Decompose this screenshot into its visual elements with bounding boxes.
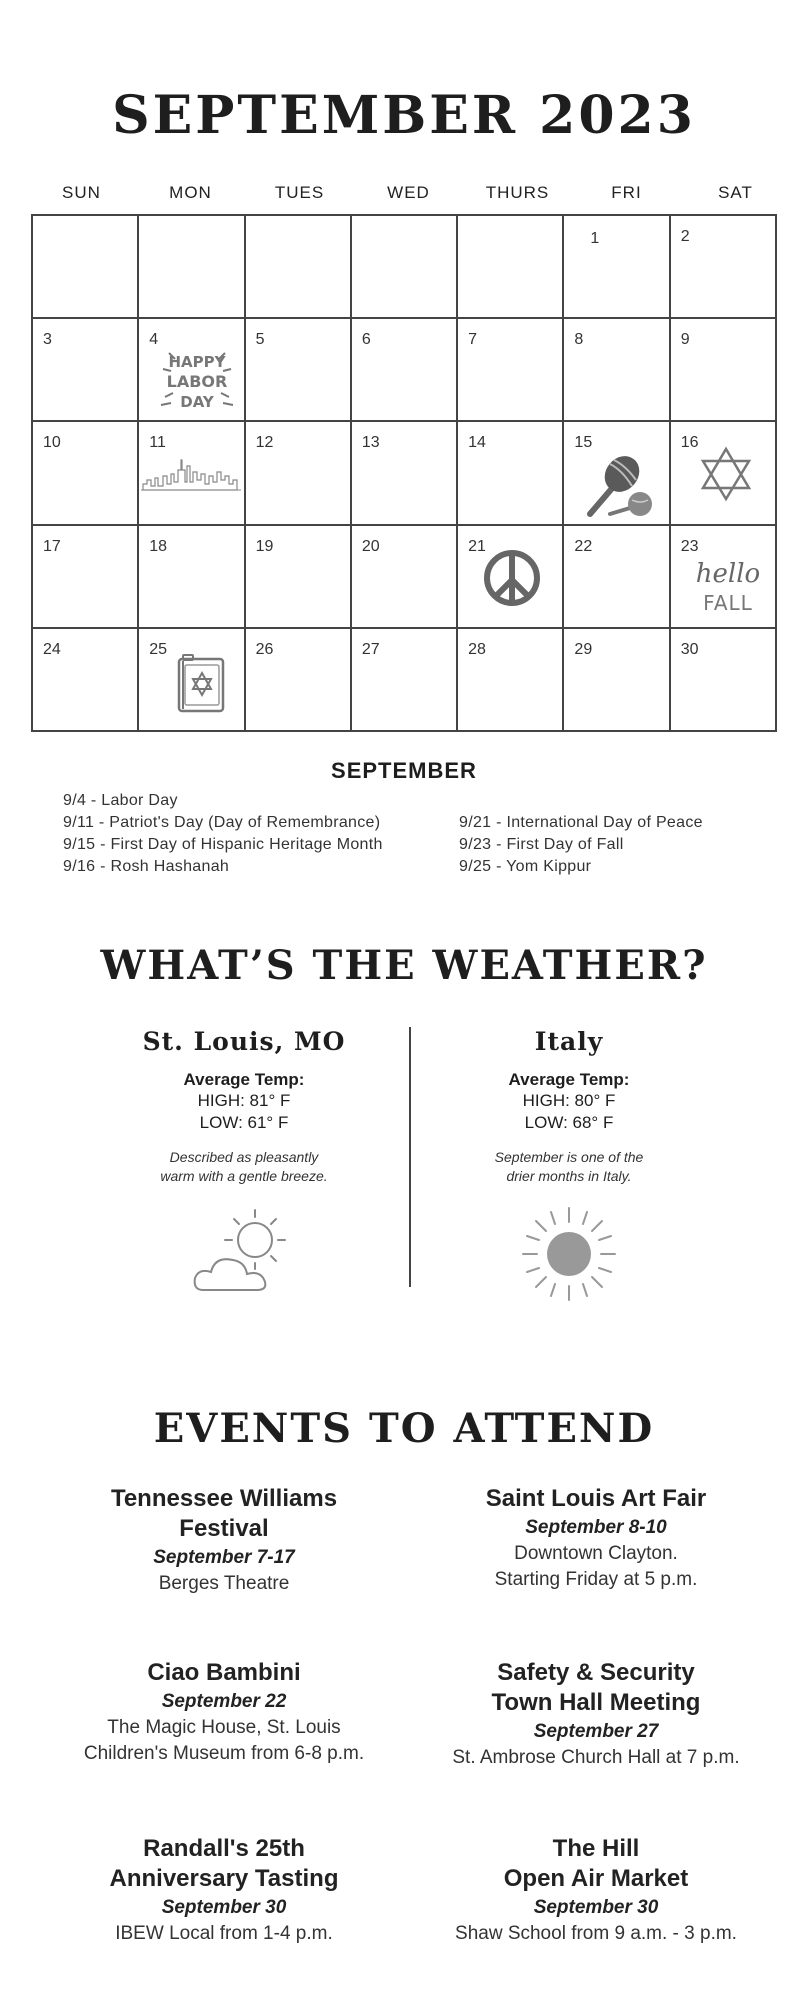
- day-number: 23: [680, 537, 699, 555]
- calendar-cell: [671, 526, 777, 629]
- event-date: September 30: [533, 1897, 659, 1918]
- calendar-title: SEPTEMBER 2023: [112, 85, 696, 146]
- day-number: 2: [680, 228, 690, 245]
- holiday-item: 9/23 - First Day of Fall: [459, 836, 624, 853]
- peace-sign-icon: [482, 548, 542, 608]
- calendar-cell: [139, 422, 245, 525]
- weather-divider: [409, 1027, 411, 1287]
- event-name: Open Air Market: [503, 1865, 689, 1892]
- holiday-item: 9/21 - International Day of Peace: [459, 814, 703, 831]
- calendar-cell: [352, 422, 458, 525]
- day-number: 29: [574, 640, 593, 658]
- labor-day-word: HAPPY: [168, 353, 226, 372]
- day-number: 14: [468, 434, 486, 452]
- day-number: 20: [361, 537, 380, 555]
- hello-word: hello: [695, 558, 760, 589]
- calendar-cell: [246, 422, 352, 525]
- holiday-item: 9/11 - Patriot's Day (Day of Remembrance): [63, 814, 381, 831]
- temp-high: HIGH: 80° F: [522, 1091, 616, 1110]
- calendar-cell: [33, 422, 139, 525]
- event-name: Town Hall Meeting: [491, 1689, 701, 1716]
- temp-low: LOW: 61° F: [199, 1113, 289, 1132]
- labor-day-word: DAY: [180, 393, 215, 412]
- event-name: Safety & Security: [497, 1659, 695, 1686]
- calendar-cell: [352, 216, 458, 319]
- day-number: 24: [43, 640, 61, 658]
- day-number: 25: [149, 640, 168, 658]
- calendar-cell: [671, 422, 777, 525]
- day-number: 3: [43, 331, 52, 349]
- calendar-cell: [33, 319, 139, 422]
- event-place: Shaw School from 9 a.m. - 3 p.m.: [455, 1923, 737, 1944]
- dow-tues: TUES: [274, 183, 325, 202]
- event-place: The Magic House, St. Louis: [107, 1717, 341, 1738]
- day-number: 21: [468, 537, 486, 555]
- event-card: [406, 1658, 786, 1771]
- weather-right: [419, 1027, 719, 1308]
- calendar-cell: [458, 629, 564, 732]
- weather-city: St. Louis, MO: [142, 1027, 346, 1056]
- day-number: 26: [255, 640, 274, 658]
- calendar-cell: [458, 216, 564, 319]
- partly-cloudy-icon: [189, 1206, 299, 1296]
- calendar-cell: [564, 319, 670, 422]
- calendar-cell: [671, 319, 777, 422]
- calendar-cell: [139, 526, 245, 629]
- event-date: September 22: [161, 1691, 287, 1712]
- holidays-heading: SEPTEMBER: [331, 758, 477, 783]
- day-number: 6: [361, 331, 371, 349]
- holiday-item: 9/15 - First Day of Hispanic Heritage Month: [63, 836, 383, 853]
- event-place: Children's Museum from 6-8 p.m.: [83, 1743, 365, 1764]
- dow-mon: MON: [169, 183, 212, 202]
- event-card: [406, 1834, 786, 1947]
- dow-wed: WED: [387, 183, 430, 202]
- dow-sat: SAT: [718, 183, 753, 202]
- event-place: Berges Theatre: [158, 1573, 290, 1594]
- torah-book-icon: [175, 649, 229, 715]
- calendar-cell: [458, 526, 564, 629]
- event-card: [34, 1834, 414, 1947]
- weather-description: September is one of the: [494, 1149, 644, 1165]
- calendar-cell: [139, 629, 245, 732]
- event-name: Randall's 25th: [143, 1835, 305, 1862]
- day-number: 11: [149, 434, 166, 452]
- event-name: Ciao Bambini: [147, 1659, 301, 1686]
- calendar-cell: [671, 629, 777, 732]
- average-temp-label: Average Temp:: [508, 1070, 630, 1089]
- event-place: IBEW Local from 1-4 p.m.: [115, 1923, 333, 1944]
- event-place: Downtown Clayton.: [514, 1543, 678, 1564]
- calendar-cell: [564, 422, 670, 525]
- event-date: September 30: [161, 1897, 287, 1918]
- event-place: Starting Friday at 5 p.m.: [494, 1569, 698, 1590]
- weather-city: Italy: [534, 1027, 604, 1056]
- holiday-item: 9/16 - Rosh Hashanah: [63, 858, 230, 875]
- star-of-david-icon: [699, 446, 753, 502]
- fall-word: FALL: [702, 590, 753, 615]
- calendar-cell: [458, 319, 564, 422]
- event-name: The Hill: [552, 1835, 640, 1862]
- happy-labor-day-icon: [157, 339, 237, 419]
- dow-fri: FRI: [611, 183, 642, 202]
- weather-description: Described as pleasantly: [169, 1149, 319, 1165]
- calendar-cell: [139, 319, 245, 422]
- calendar-cell: [671, 216, 777, 319]
- event-name: Festival: [179, 1515, 269, 1542]
- calendar-cell: [352, 526, 458, 629]
- calendar-cell: [246, 629, 352, 732]
- day-number: 19: [255, 537, 274, 555]
- calendar-cell: [564, 526, 670, 629]
- weather-description: warm with a gentle breeze.: [160, 1168, 328, 1184]
- dow-sun: SUN: [62, 183, 101, 202]
- event-date: September 27: [533, 1721, 659, 1742]
- holidays-left-list: [63, 790, 383, 878]
- day-number: 9: [680, 331, 690, 349]
- day-number: 12: [255, 434, 274, 452]
- hello-fall-icon: [691, 552, 765, 618]
- day-number: 5: [255, 331, 265, 349]
- event-date: September 7-17: [153, 1547, 295, 1568]
- day-number: 27: [361, 640, 380, 658]
- calendar-cell: [352, 319, 458, 422]
- skyline-icon: [141, 456, 243, 496]
- event-place: St. Ambrose Church Hall at 7 p.m.: [452, 1747, 740, 1768]
- day-number: 7: [468, 331, 478, 349]
- day-number: 28: [468, 640, 486, 658]
- calendar-cell: [139, 216, 245, 319]
- calendar-cell: [33, 216, 139, 319]
- day-number: 16: [680, 434, 699, 452]
- calendar-cell: [33, 526, 139, 629]
- calendar-grid: [31, 214, 777, 732]
- temp-high: HIGH: 81° F: [197, 1091, 291, 1110]
- day-number: 17: [43, 537, 61, 555]
- day-number: 15: [574, 434, 593, 452]
- calendar-cell: [564, 216, 670, 319]
- dow-thurs: THURS: [485, 183, 550, 202]
- event-name: Anniversary Tasting: [109, 1865, 339, 1892]
- day-number: 22: [574, 537, 593, 555]
- temp-low: LOW: 68° F: [524, 1113, 614, 1132]
- average-temp-label: Average Temp:: [183, 1070, 305, 1089]
- calendar-cell: [246, 526, 352, 629]
- holiday-item: 9/25 - Yom Kippur: [459, 858, 592, 875]
- weather-left: [94, 1027, 394, 1300]
- holidays-right-list: [459, 812, 703, 878]
- calendar-cell: [33, 629, 139, 732]
- event-card: [406, 1484, 786, 1593]
- calendar-cell: [564, 629, 670, 732]
- day-number: 13: [361, 434, 380, 452]
- event-card: [34, 1658, 414, 1767]
- sun-icon: [519, 1204, 619, 1304]
- event-name: Saint Louis Art Fair: [485, 1485, 707, 1512]
- weather-description: drier months in Italy.: [506, 1168, 632, 1184]
- day-number: 10: [43, 434, 61, 452]
- calendar-cell: [458, 422, 564, 525]
- holiday-item: 9/4 - Labor Day: [63, 792, 178, 809]
- event-card: [34, 1484, 414, 1597]
- calendar-cell: [246, 216, 352, 319]
- day-number: 4: [149, 331, 159, 349]
- events-heading: EVENTS TO ATTEND: [153, 1405, 655, 1452]
- day-number: 30: [680, 640, 699, 658]
- weather-heading: WHAT’S THE WEATHER?: [100, 942, 708, 989]
- calendar-cell: [246, 319, 352, 422]
- event-date: September 8-10: [525, 1517, 667, 1538]
- labor-day-word: LABOR: [166, 372, 228, 392]
- event-name: Tennessee Williams: [110, 1485, 338, 1512]
- maracas-icon: [580, 452, 658, 522]
- day-number: 8: [574, 331, 584, 349]
- day-number: 1: [590, 230, 600, 247]
- day-number: 18: [149, 537, 168, 555]
- calendar-cell: [352, 629, 458, 732]
